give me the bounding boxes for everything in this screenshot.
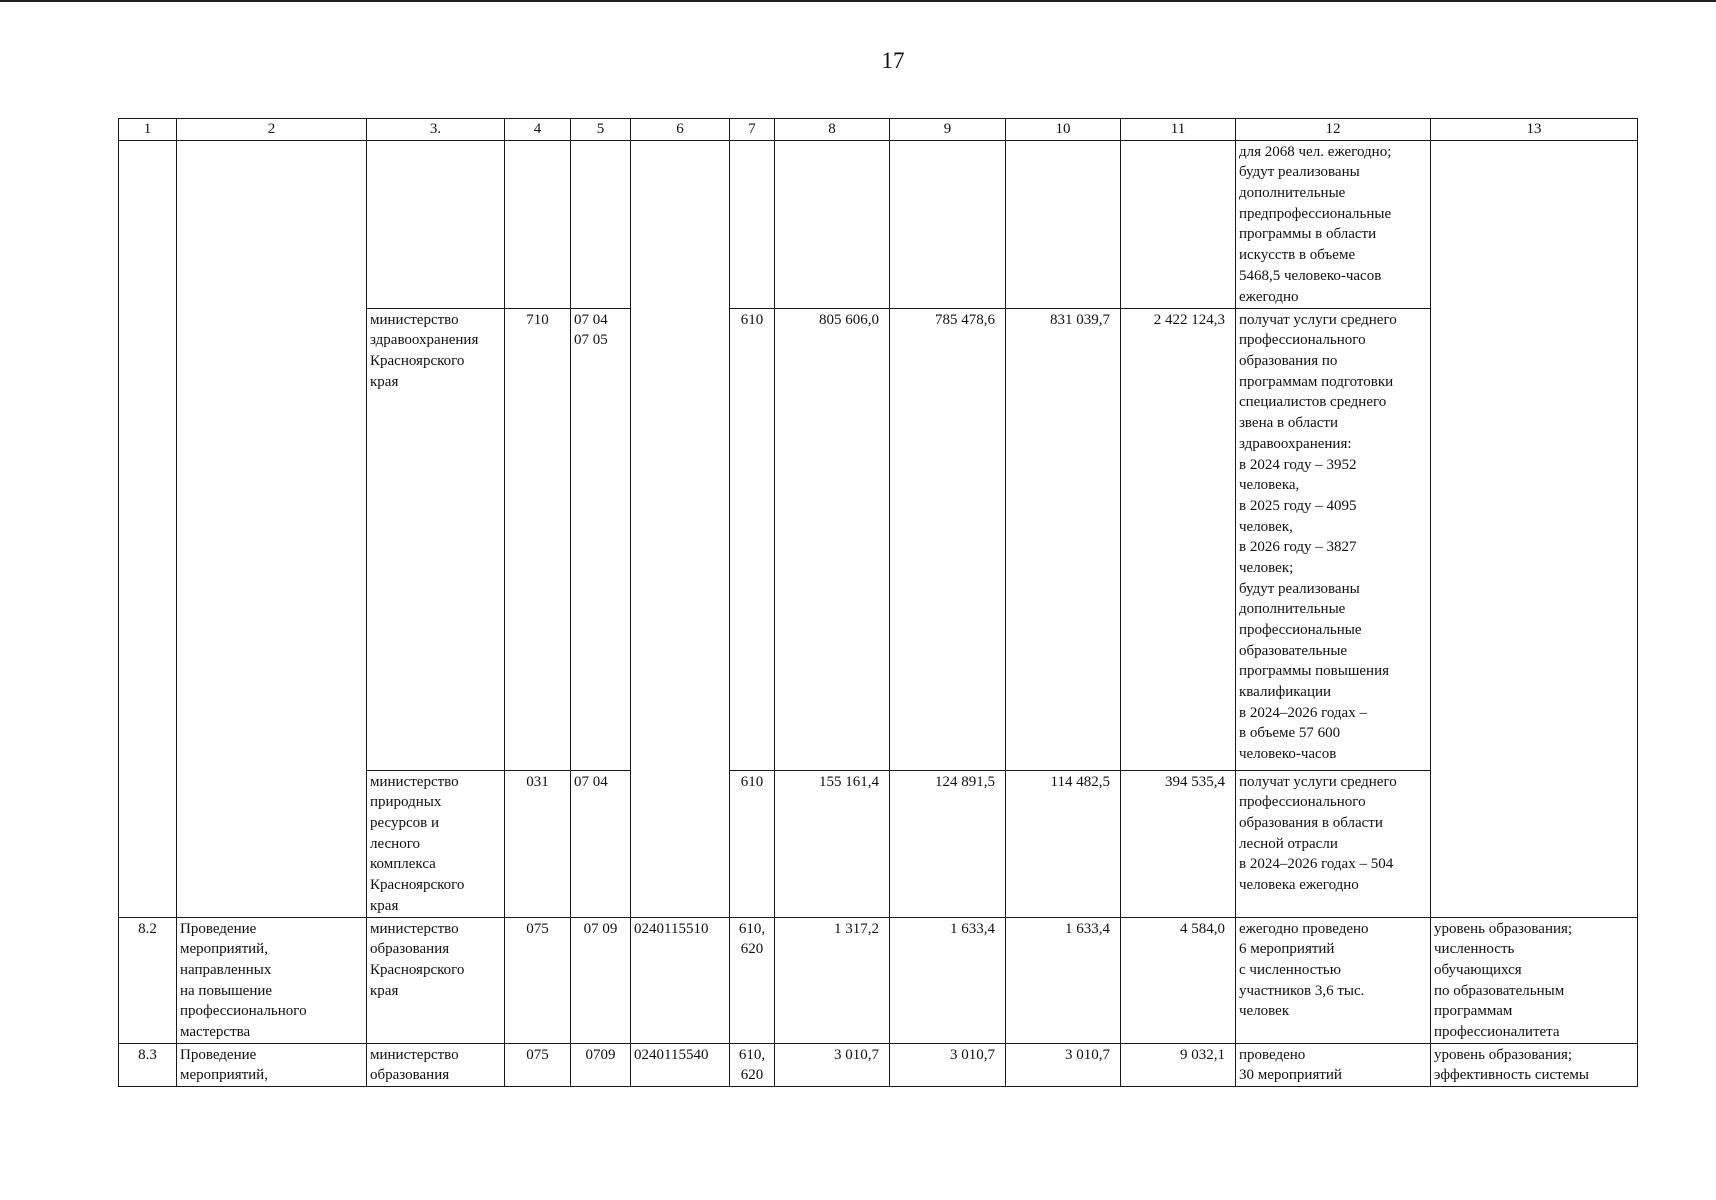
cell-total: 2 422 124,3 (1121, 308, 1236, 770)
cell-total: 4 584,0 (1121, 917, 1236, 1043)
cell-activity (177, 140, 367, 917)
cell-section: 07 04 07 05 (571, 308, 631, 770)
cell-section (571, 140, 631, 308)
cell-total (1121, 140, 1236, 308)
col-number-cell: 13 (1431, 119, 1638, 141)
col-number-cell: 2 (177, 119, 367, 141)
col-number-cell: 8 (775, 119, 890, 141)
cell-2026: 1 633,4 (1006, 917, 1121, 1043)
cell-2024: 3 010,7 (775, 1043, 890, 1086)
cell-2024: 805 606,0 (775, 308, 890, 770)
cell-target-code: 0240115510 (631, 917, 730, 1043)
cell-activity: Проведение мероприятий, (177, 1043, 367, 1086)
cell-expected-result: проведено 30 мероприятий (1236, 1043, 1431, 1086)
col-number-cell: 4 (505, 119, 571, 141)
cell-target-code (631, 140, 730, 917)
cell-expense-type: 610 (730, 770, 775, 917)
col-number-cell: 5 (571, 119, 631, 141)
cell-expected-result: получат услуги среднего профессионального образования по программам подготовки специалистов среднего звена в области здравоохранения: в 2024 году – 3952 человека, в 2025 году – 4095 человек, в 2026 году – 3827 человек; будут реализованы дополнительные профессиональные образовательные программы повышения квалификации в 2024–2026 годах – в объеме 57 600 человеко-часов (1236, 308, 1431, 770)
cell-2025: 785 478,6 (890, 308, 1006, 770)
cell-total: 394 535,4 (1121, 770, 1236, 917)
cell-expected-result: для 2068 чел. ежегодно; будут реализованы дополнительные предпрофессиональные программы в области искусств в объеме 5468,5 человеко-часов ежегодно (1236, 140, 1431, 308)
col-number-cell: 12 (1236, 119, 1431, 141)
cell-2025: 3 010,7 (890, 1043, 1006, 1086)
cell-grbs: 075 (505, 917, 571, 1043)
cell-2026: 114 482,5 (1006, 770, 1121, 917)
col-number-cell: 11 (1121, 119, 1236, 141)
cell-indicator: уровень образования; численность обучающихся по образовательным программам профессионалитета (1431, 917, 1638, 1043)
cell-expected-result: ежегодно проведено 6 мероприятий с численностью участников 3,6 тыс. человек (1236, 917, 1431, 1043)
cell-number: 8.3 (119, 1043, 177, 1086)
col-number-cell: 3. (367, 119, 505, 141)
cell-executor: министерство здравоохранения Красноярского края (367, 308, 505, 770)
cell-2025: 124 891,5 (890, 770, 1006, 917)
cell-grbs: 031 (505, 770, 571, 917)
cell-2024 (775, 140, 890, 308)
table-row-8-2 (119, 917, 1638, 1043)
cell-executor (367, 140, 505, 308)
column-number-row (119, 119, 1638, 141)
cell-expense-type: 610, 620 (730, 1043, 775, 1086)
cell-indicator: уровень образования; эффективность системы (1431, 1043, 1638, 1086)
cell-expense-type: 610, 620 (730, 917, 775, 1043)
scan-top-edge (0, 0, 1716, 2)
cell-expense-type: 610 (730, 308, 775, 770)
table-row-continuation (119, 140, 1638, 308)
cell-2025 (890, 140, 1006, 308)
cell-activity: Проведение мероприятий, направленных на повышение профессионального мастерства (177, 917, 367, 1043)
cell-indicator (1431, 140, 1638, 917)
cell-section: 07 09 (571, 917, 631, 1043)
cell-grbs: 710 (505, 308, 571, 770)
cell-section: 07 04 (571, 770, 631, 917)
col-number-cell: 1 (119, 119, 177, 141)
cell-executor: министерство образования Красноярского края (367, 917, 505, 1043)
cell-executor: министерство образования (367, 1043, 505, 1086)
cell-2025: 1 633,4 (890, 917, 1006, 1043)
cell-number (119, 140, 177, 917)
cell-total: 9 032,1 (1121, 1043, 1236, 1086)
cell-2024: 1 317,2 (775, 917, 890, 1043)
program-table (118, 118, 1638, 1087)
table-row-8-3 (119, 1043, 1638, 1086)
col-number-cell: 10 (1006, 119, 1121, 141)
col-number-cell: 7 (730, 119, 775, 141)
col-number-cell: 9 (890, 119, 1006, 141)
cell-section: 0709 (571, 1043, 631, 1086)
cell-expected-result: получат услуги среднего профессионального образования в области лесной отрасли в 2024–2026 годах – 504 человека ежегодно (1236, 770, 1431, 917)
cell-2026: 831 039,7 (1006, 308, 1121, 770)
cell-grbs (505, 140, 571, 308)
cell-expense-type (730, 140, 775, 308)
cell-2026 (1006, 140, 1121, 308)
cell-executor: министерство природных ресурсов и лесного комплекса Красноярского края (367, 770, 505, 917)
cell-target-code: 0240115540 (631, 1043, 730, 1086)
cell-2024: 155 161,4 (775, 770, 890, 917)
cell-number: 8.2 (119, 917, 177, 1043)
cell-2026: 3 010,7 (1006, 1043, 1121, 1086)
page-number: 17 (881, 48, 905, 73)
cell-grbs: 075 (505, 1043, 571, 1086)
col-number-cell: 6 (631, 119, 730, 141)
